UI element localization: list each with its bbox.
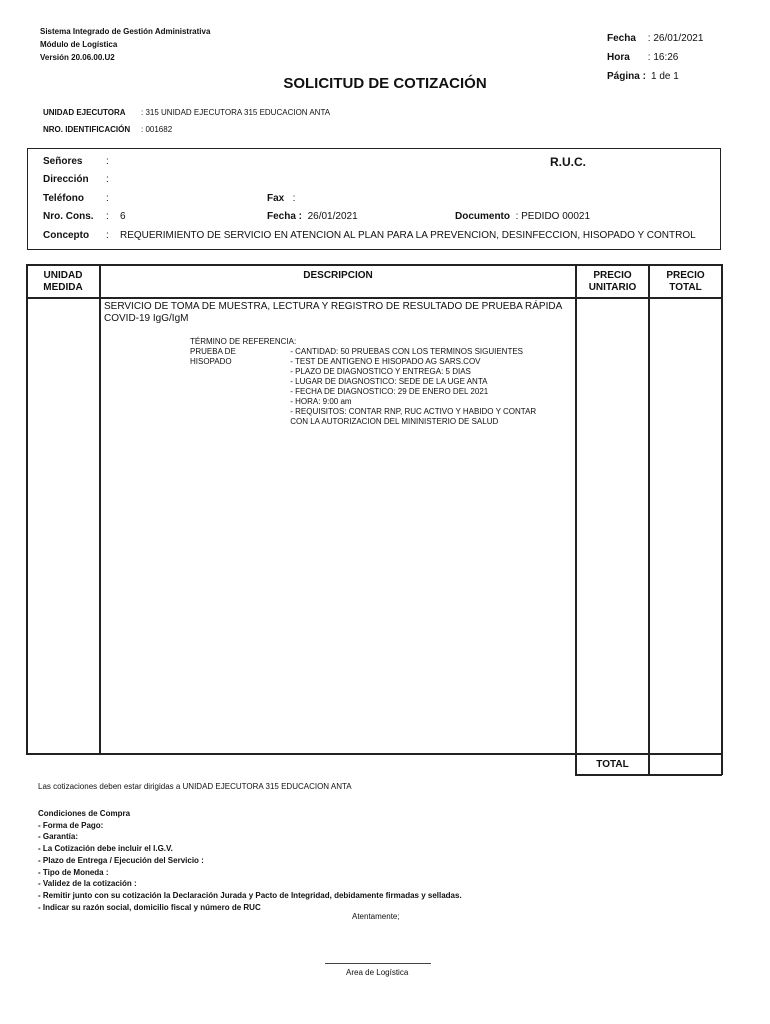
purchase-conditions <box>38 808 462 913</box>
nro-id-value: : 001682 <box>141 125 173 134</box>
colon: : <box>292 193 296 204</box>
concepto-label: Concepto <box>43 230 90 241</box>
conditions-title: Condiciones de Compra <box>38 809 131 818</box>
nro-id-label: NRO. IDENTIFICACIÓN <box>43 125 131 134</box>
hora-value: : 16:26 <box>647 52 679 63</box>
system-header <box>40 25 210 64</box>
header-text: UNIDAD <box>43 270 83 281</box>
table-border <box>648 264 650 775</box>
header-text: MEDIDA <box>43 282 83 293</box>
table-border <box>721 264 723 775</box>
terms-left-line: HISOPADO <box>190 357 232 366</box>
terms-line: - LUGAR DE DIAGNOSTICO: SEDE DE LA UGE ANTA <box>290 377 488 386</box>
items-table <box>26 264 722 774</box>
header-descripcion: DESCRIPCION <box>303 270 373 281</box>
fecha-value: : 26/01/2021 <box>647 33 704 44</box>
addressing-note: Las cotizaciones deben estar dirigidas a UNIDAD EJECUTORA 315 EDUCACION ANTA <box>38 782 352 791</box>
closing-text: Atentamente; <box>352 912 400 921</box>
item-description: SERVICIO DE TOMA DE MUESTRA, LECTURA Y REGISTRO DE RESULTADO DE PRUEBA RÁPIDA COVID-19 IgG/IgM <box>104 301 562 324</box>
table-border <box>26 264 28 754</box>
header-precio-unitario <box>576 270 649 294</box>
colon: : <box>106 211 109 222</box>
ue-value: : 315 UNIDAD EJECUTORA 315 EDUCACION ANTA <box>141 108 331 117</box>
module-name: Módulo de Logística <box>40 40 118 49</box>
header-text: TOTAL <box>669 282 702 293</box>
terms-line: - FECHA DE DIAGNOSTICO: 29 DE ENERO DEL 2021 <box>290 387 489 396</box>
colon: : <box>106 193 109 204</box>
fecha-label: Fecha <box>607 33 636 44</box>
pagina-value: 1 de 1 <box>651 71 679 82</box>
fecha-label-2: Fecha : <box>267 211 303 222</box>
documento-label: Documento <box>455 211 510 222</box>
terms-left <box>190 347 288 367</box>
supplier-box <box>27 148 721 250</box>
version-label: Versión 20.06.00.U2 <box>40 53 115 62</box>
ue-label: UNIDAD EJECUTORA <box>43 108 126 117</box>
terms-of-reference <box>190 337 580 427</box>
header-text: PRECIO <box>593 270 632 281</box>
table-border <box>26 297 722 299</box>
signature-label: Area de Logística <box>346 968 409 977</box>
ruc-label: R.U.C. <box>550 155 586 169</box>
signature-line <box>325 963 431 964</box>
system-name: Sistema Integrado de Gestión Administrativa <box>40 27 211 36</box>
concepto-value: REQUERIMIENTO DE SERVICIO EN ATENCION AL PLAN PARA LA PREVENCION, DESINFECCION, HISOPADO Y CONTROL <box>120 230 696 241</box>
colon: : <box>106 230 109 241</box>
fecha-value-2: 26/01/2021 <box>307 211 358 222</box>
pagina-label: Página : <box>607 71 646 82</box>
condition-item: - Validez de la cotización : <box>38 879 137 889</box>
condition-item: - La Cotización debe incluir el I.G.V. <box>38 844 173 854</box>
terms-line: - TEST DE ANTIGENO E HISOPADO AG SARS.COV <box>290 357 481 366</box>
header-precio-total <box>649 270 722 294</box>
header-unidad-medida <box>26 270 100 294</box>
table-border <box>26 264 722 266</box>
condition-item: - Plazo de Entrega / Ejecución del Servicio : <box>38 855 204 865</box>
condition-item: - Garantía: <box>38 832 79 842</box>
senores-label: Señores <box>43 156 83 167</box>
terms-line: - HORA: 9:00 am <box>290 397 352 406</box>
condition-item: - Tipo de Moneda : <box>38 867 109 877</box>
total-label: TOTAL <box>596 759 629 770</box>
condition-item: - Remitir junto con su cotización la Declaración Jurada y Pacto de Integridad, debidamente firmadas y selladas. <box>38 890 462 900</box>
header-text: PRECIO <box>666 270 705 281</box>
nro-cons-label: Nro. Cons. <box>43 211 94 222</box>
nro-cons-value: 6 <box>120 211 126 222</box>
telefono-label: Teléfono <box>43 193 84 204</box>
table-border <box>26 753 722 755</box>
table-border <box>99 264 101 754</box>
condition-item: - Indicar su razón social, domicilio fiscal y número de RUC <box>38 902 261 912</box>
page-title: SOLICITUD DE COTIZACIÓN <box>283 75 487 92</box>
colon: : <box>106 174 109 185</box>
terms-left-line: PRUEBA DE <box>190 347 236 356</box>
direccion-label: Dirección <box>43 174 89 185</box>
terms-title: TÉRMINO DE REFERENCIA: <box>190 337 297 346</box>
terms-line: - CANTIDAD: 50 PRUEBAS CON LOS TERMINOS SIGUIENTES <box>290 347 524 356</box>
terms-list <box>290 347 580 427</box>
header-text: UNITARIO <box>588 282 637 293</box>
fax-label: Fax <box>267 193 285 204</box>
condition-item: - Forma de Pago: <box>38 820 104 830</box>
unit-info <box>43 104 330 138</box>
terms-line: - PLAZO DE DIAGNOSTICO Y ENTREGA: 5 DIAS <box>290 367 471 376</box>
terms-line: CON LA AUTORIZACION DEL MININISTERIO DE SALUD <box>290 417 499 426</box>
colon: : <box>106 156 109 167</box>
documento-value: : PEDIDO 00021 <box>515 211 591 222</box>
hora-label: Hora <box>607 52 630 63</box>
terms-line: - REQUISITOS: CONTAR RNP, RUC ACTIVO Y HABIDO Y CONTAR <box>290 407 537 416</box>
